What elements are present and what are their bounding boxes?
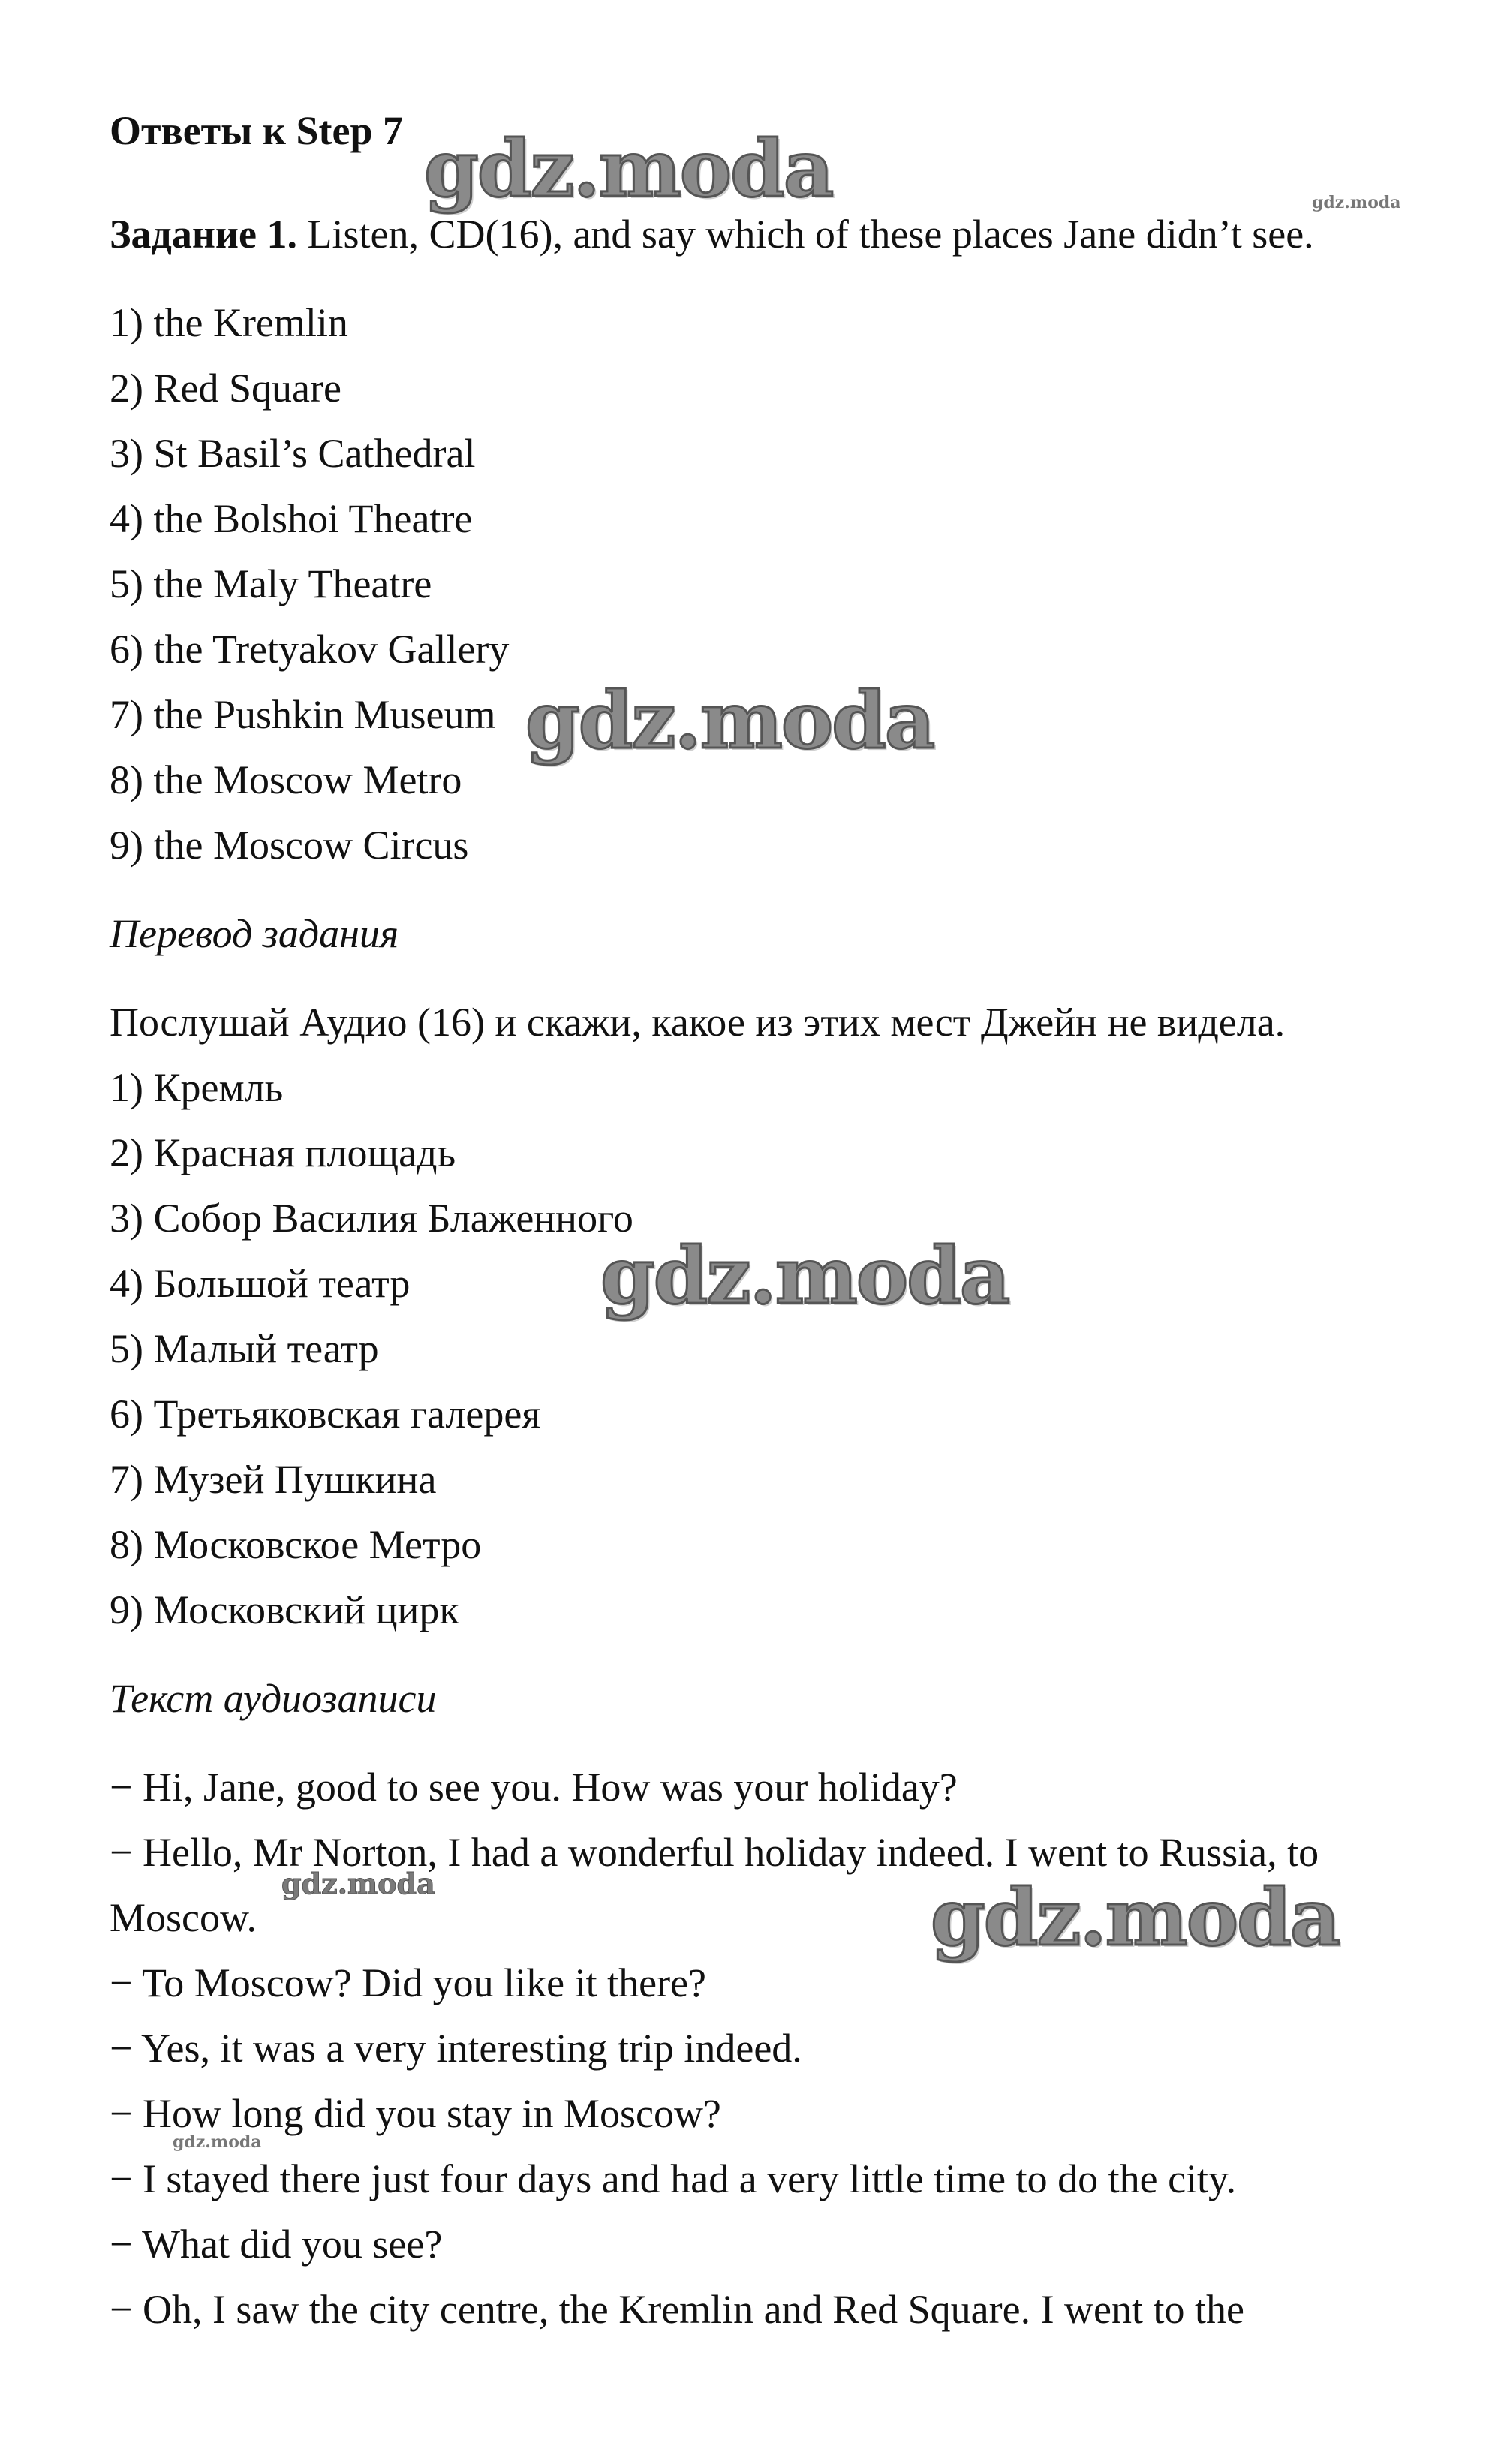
- place-item: 3) St Basil’s Cathedral: [110, 431, 476, 476]
- audio-line: Moscow.: [110, 1895, 257, 1940]
- place-item: 2) Red Square: [110, 366, 341, 411]
- translation-item: 5) Малый театр: [110, 1326, 379, 1371]
- audio-line: − To Moscow? Did you like it there?: [110, 1960, 707, 2005]
- task-1-instruction: [110, 210, 1314, 258]
- translation-item: 4) Большой театр: [110, 1261, 411, 1306]
- place-item: 4) the Bolshoi Theatre: [110, 496, 473, 541]
- translation-item: 3) Собор Василия Блаженного: [110, 1196, 633, 1241]
- translation-item: 7) Музей Пушкина: [110, 1457, 437, 1502]
- audio-line: − Yes, it was a very interesting trip indeed.: [110, 2026, 802, 2071]
- translation-item: 8) Московское Метро: [110, 1522, 482, 1567]
- audio-heading: Текст аудиозаписи: [110, 1676, 437, 1721]
- audio-line: − Oh, I saw the city centre, the Kremlin and Red Square. I went to the: [110, 2287, 1244, 2332]
- place-item: 6) the Tretyakov Gallery: [110, 627, 510, 672]
- watermark-logo: gdz.moda: [931, 1871, 1340, 1963]
- translation-item: 9) Московский цирк: [110, 1587, 459, 1632]
- task-1-label: Задание 1.: [110, 212, 298, 257]
- place-item: 8) the Moscow Metro: [110, 757, 462, 802]
- watermark-logo: gdz.moda: [525, 674, 934, 766]
- translation-item: 1) Кремль: [110, 1065, 284, 1110]
- watermark-logo: gdz.moda: [424, 122, 833, 215]
- place-item: 9) the Moscow Circus: [110, 823, 469, 868]
- place-item: 5) the Maly Theatre: [110, 561, 432, 606]
- audio-line: − Hi, Jane, good to see you. How was your holiday?: [110, 1765, 958, 1810]
- watermark-logo-small: gdz.moda: [281, 1867, 435, 1900]
- audio-line: − How long did you stay in Moscow?: [110, 2091, 721, 2136]
- place-item: 7) the Pushkin Museum: [110, 692, 496, 737]
- page-title: Ответы к Step 7: [110, 108, 403, 153]
- translation-intro: Послушай Аудио (16) и скажи, какое из этих мест Джейн не видела.: [110, 1000, 1286, 1045]
- watermark-logo: gdz.moda: [600, 1229, 1009, 1322]
- translation-heading: Перевод задания: [110, 911, 399, 956]
- place-item: 1) the Kremlin: [110, 300, 348, 345]
- audio-line: − What did you see?: [110, 2222, 443, 2267]
- audio-line: − Hello, Mr Norton, I had a wonderful holiday indeed. I went to Russia, to: [110, 1830, 1319, 1875]
- watermark-logo-tiny: gdz.moda: [173, 2132, 262, 2152]
- task-1-text: Listen, CD(16), and say which of these places Jane didn’t see.: [297, 212, 1314, 257]
- watermark-logo-tiny: gdz.moda: [1312, 193, 1401, 212]
- translation-item: 6) Третьяковская галерея: [110, 1391, 541, 1437]
- audio-line: − I stayed there just four days and had a very little time to do the city.: [110, 2156, 1237, 2201]
- translation-item: 2) Красная площадь: [110, 1130, 456, 1175]
